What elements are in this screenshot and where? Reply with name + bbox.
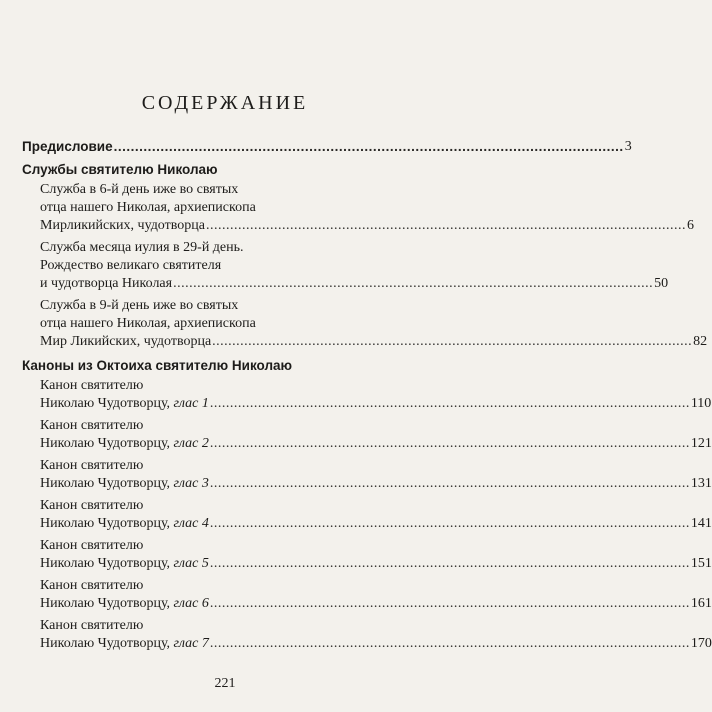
toc-page-number: 141 (690, 516, 712, 531)
section-heading-services: Службы святителю Николаю (22, 162, 218, 177)
toc-entry-voice: глас 1 (173, 396, 209, 411)
toc-entry-voice: глас 4 (173, 516, 209, 531)
leader-dots: ........................................................................................................................ (173, 276, 654, 291)
toc-entry-line: Канон святителю (40, 538, 144, 553)
toc-entry-voice: глас 6 (173, 596, 209, 611)
toc-entry-label: Николаю Чудотворцу, (40, 556, 171, 571)
leader-dots: ........................................................................................................................ (212, 334, 693, 349)
toc-entry-canon[interactable] (40, 457, 712, 493)
toc-entry-canon[interactable] (40, 577, 712, 613)
toc-entry-voice: глас 3 (173, 476, 209, 491)
toc-page-number: 121 (690, 436, 712, 451)
toc-entry-label: и чудотворца Николая (40, 276, 173, 291)
leader-dots: ........................................................................................................................ (209, 556, 690, 571)
toc-entry-line: Служба месяца иулия в 29-й день. (40, 240, 244, 255)
toc-page-number: 170 (690, 636, 712, 651)
toc-entry-service[interactable] (40, 181, 694, 235)
toc-entry-line: отца нашего Николая, архиепископа (40, 200, 256, 215)
toc-entry-canon[interactable] (40, 617, 712, 653)
toc-entry-line: Рождество великаго святителя (40, 258, 222, 273)
toc-entry-preface[interactable] (22, 138, 632, 156)
toc-entry-line: отца нашего Николая, архиепископа (40, 316, 256, 331)
toc-page-number: 151 (690, 556, 712, 571)
table-of-contents (22, 138, 712, 653)
toc-entry-label: Предисловие (22, 139, 113, 154)
toc-entry-line: Канон святителю (40, 418, 144, 433)
section-heading-canons: Каноны из Октоиха святителю Николаю (22, 358, 293, 373)
toc-page-number: 3 (624, 139, 632, 154)
toc-page-number: 6 (686, 218, 694, 233)
toc-entry-service[interactable] (40, 239, 669, 293)
toc-entry-line: Служба в 6-й день иже во святых (40, 182, 239, 197)
leader-dots: ........................................................................................................................ (209, 476, 690, 491)
toc-entry-label: Николаю Чудотворцу, (40, 476, 171, 491)
toc-entry-voice: глас 5 (173, 556, 209, 571)
toc-entry-label: Николаю Чудотворцу, (40, 436, 171, 451)
toc-entry-line: Канон святителю (40, 618, 144, 633)
toc-entry-canon[interactable] (40, 377, 712, 413)
toc-entry-line: Канон святителю (40, 378, 144, 393)
toc-entry-line: Служба в 9-й день иже во святых (40, 298, 239, 313)
toc-page-number: 110 (690, 396, 712, 411)
leader-dots: ........................................................................................................................ (209, 636, 690, 651)
toc-page-number: 50 (654, 276, 669, 291)
page-title: СОДЕРЖАНИЕ (141, 92, 309, 114)
toc-entry-canon[interactable] (40, 497, 712, 533)
toc-entry-line: Канон святителю (40, 498, 144, 513)
leader-dots: ........................................................................................................................ (113, 139, 624, 154)
toc-page-number: 131 (690, 476, 712, 491)
toc-page-number: 82 (693, 334, 708, 349)
toc-entry-voice: глас 7 (173, 636, 209, 651)
leader-dots: ........................................................................................................................ (209, 436, 690, 451)
toc-entry-label: Мирликийских, чудотворца (40, 218, 205, 233)
toc-entry-label: Николаю Чудотворцу, (40, 516, 171, 531)
leader-dots: ........................................................................................................................ (209, 596, 690, 611)
toc-entry-label: Николаю Чудотворцу, (40, 396, 171, 411)
toc-entry-line: Канон святителю (40, 578, 144, 593)
page-number: 221 (214, 676, 236, 691)
toc-entry-service[interactable] (40, 297, 708, 351)
leader-dots: ........................................................................................................................ (205, 218, 686, 233)
toc-entry-label: Николаю Чудотворцу, (40, 596, 171, 611)
toc-entry-canon[interactable] (40, 537, 712, 573)
toc-entry-label: Николаю Чудотворцу, (40, 636, 171, 651)
toc-entry-line: Канон святителю (40, 458, 144, 473)
toc-page-number: 161 (690, 596, 712, 611)
leader-dots: ........................................................................................................................ (209, 516, 690, 531)
toc-entry-canon[interactable] (40, 417, 712, 453)
leader-dots: ........................................................................................................................ (209, 396, 690, 411)
toc-entry-voice: глас 2 (173, 436, 209, 451)
toc-entry-label: Мир Ликийских, чудотворца (40, 334, 212, 349)
